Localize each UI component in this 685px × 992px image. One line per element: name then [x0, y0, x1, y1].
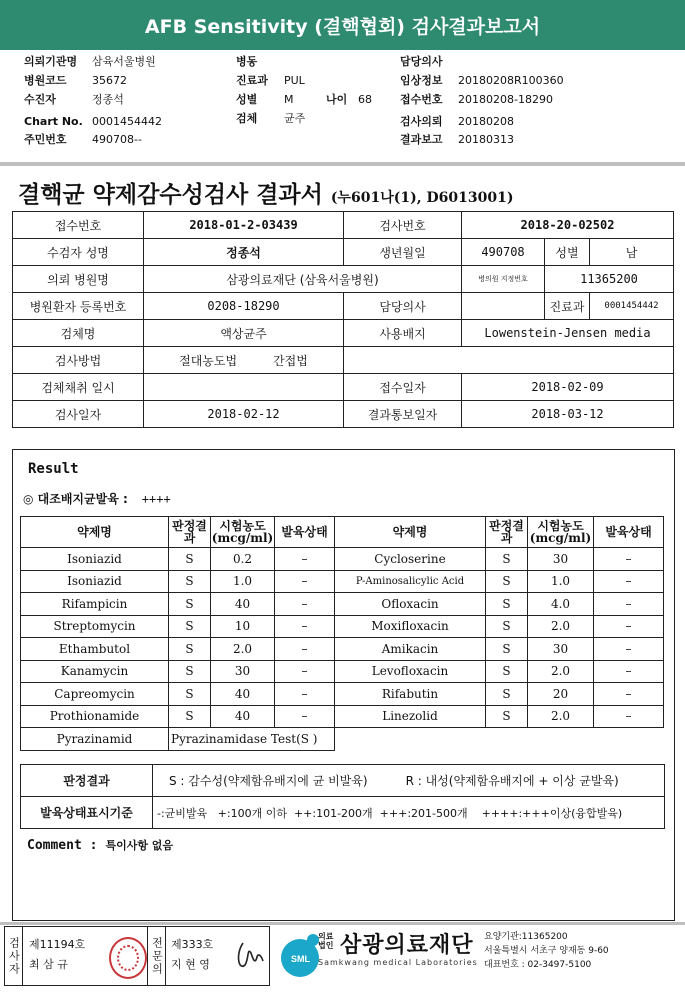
col-header: 발육상태: [594, 517, 664, 548]
drug-judge-cell: S: [169, 615, 211, 638]
report-header-bar: [0, 0, 685, 50]
hdr-item: 담당의사: [400, 55, 443, 68]
legend-label: 판정결과: [21, 765, 153, 797]
drug-growth-cell: –: [594, 683, 664, 706]
report-footer: [0, 922, 685, 992]
drug-conc-cell: 30: [211, 660, 275, 683]
drug-conc-cell: 2.0: [528, 615, 594, 638]
drug-drug-cell: Rifampicin: [21, 593, 169, 616]
drug-drug-cell: Isoniazid: [21, 548, 169, 571]
empty-cell: [344, 347, 674, 374]
drug-drug-cell: Cycloserine: [335, 548, 486, 571]
result-title: Result: [28, 461, 79, 477]
result-section: [12, 449, 675, 921]
drug-judge-cell: S: [486, 683, 528, 706]
table-row: [21, 705, 664, 728]
drug-judge-cell: S: [486, 660, 528, 683]
legend-label: 발육상태표시기준: [21, 797, 153, 829]
legend-growth: -:균비발육 +:100개 이하 ++:101-200개 +++:201-500개 ++++:+++이상(융합발육): [153, 797, 665, 829]
drug-judge-cell: S: [169, 638, 211, 661]
table-header-row: [21, 517, 664, 548]
drug-conc-cell: 2.0: [528, 660, 594, 683]
drug-growth-cell: –: [594, 593, 664, 616]
patient-info-table: [12, 211, 674, 428]
org-name: 의료법인 삼광의료재단 Samkwang medical Laboratories: [318, 932, 478, 967]
drug-conc-cell: 40: [211, 705, 275, 728]
inspector-label: 검사자: [5, 927, 23, 985]
request-info-header: [0, 53, 685, 163]
table-row: [21, 593, 664, 616]
cell-label: 검사번호: [344, 212, 462, 239]
table-row: [21, 660, 664, 683]
col-header: 시험농도(mcg/ml): [528, 517, 594, 548]
drug-judge-cell: S: [169, 705, 211, 728]
legend-judge: S : 감수성(약제함유배지에 균 비발육) R : 내성(약제함유배지에 + 이상 균발육): [153, 765, 665, 797]
hdr-item: 병원코드 35672: [24, 74, 127, 87]
drug-conc-cell: 20: [528, 683, 594, 706]
control-growth: ◎ 대조배지균발육 : ++++: [23, 492, 171, 506]
cell-label: 성별: [545, 239, 590, 266]
drug-growth-cell: –: [594, 570, 664, 593]
hdr-item: 수진자 정종석: [24, 93, 124, 106]
drug-drug-cell: P-Aminosalicylic Acid: [335, 570, 486, 593]
hdr-item: 주민번호 490708--: [24, 133, 142, 146]
hospital-name: 삼광의료재단 (삼육서울병원): [144, 266, 462, 293]
col-header: 약제명: [335, 517, 486, 548]
cell-label: 병의원 지정번호: [462, 266, 545, 293]
table-row-pza: [21, 728, 664, 751]
drug-growth-cell: –: [275, 615, 335, 638]
drug-growth-cell: –: [275, 570, 335, 593]
hdr-item: 의뢰기관명 삼육서울병원: [24, 55, 156, 68]
cell-label: 진료과: [545, 293, 590, 320]
drug-growth-cell: –: [275, 548, 335, 571]
drug-drug-cell: Streptomycin: [21, 615, 169, 638]
drug-drug-cell: Ofloxacin: [335, 593, 486, 616]
col-header: 시험농도(mcg/ml): [211, 517, 275, 548]
drug-judge-cell: S: [169, 570, 211, 593]
table-row: [21, 615, 664, 638]
report-title: 결핵균 약제감수성검사 결과서 (누601나(1), D6013001): [18, 181, 514, 208]
cell-label: 병원환자 등록번호: [13, 293, 144, 320]
specimen-value: 액상균주: [144, 320, 344, 347]
medium-value: Lowenstein-Jensen media: [462, 320, 674, 347]
drug-growth-cell: –: [275, 683, 335, 706]
table-row: [21, 638, 664, 661]
drug-sensitivity-table: [20, 516, 664, 751]
drug-judge-cell: S: [486, 548, 528, 571]
table-row: [21, 548, 664, 571]
hdr-item: 검체 균주: [236, 112, 306, 125]
drug-judge-cell: S: [169, 548, 211, 571]
test-number: 2018-20-02502: [462, 212, 674, 239]
hdr-item-age: 나이 68: [326, 93, 372, 106]
cell-label: 검사일자: [13, 401, 144, 428]
collect-value: [144, 374, 344, 401]
cell-label: 접수일자: [344, 374, 462, 401]
drug-judge-cell: S: [486, 593, 528, 616]
cell-label: 수검자 성명: [13, 239, 144, 266]
hdr-item: 진료과 PUL: [236, 74, 305, 87]
signature-icon: [233, 935, 265, 975]
drug-growth-cell: –: [594, 705, 664, 728]
svg-text:SML: SML: [291, 954, 310, 964]
drug-drug-cell: Capreomycin: [21, 683, 169, 706]
drug-judge-cell: S: [486, 638, 528, 661]
drug-drug-cell: Linezolid: [335, 705, 486, 728]
cell-label: 검사방법: [13, 347, 144, 374]
drug-conc-cell: 1.0: [528, 570, 594, 593]
empty-cell: [335, 728, 664, 751]
drug-drug-cell: Rifabutin: [335, 683, 486, 706]
notified-date: 2018-03-12: [462, 401, 674, 428]
cell-label: 담당의사: [344, 293, 462, 320]
drug-growth-cell: –: [275, 660, 335, 683]
dept-value: 0001454442: [590, 293, 674, 320]
drug-judge-cell: S: [486, 615, 528, 638]
col-header: 판정결과: [486, 517, 528, 548]
drug-drug-cell: Kanamycin: [21, 660, 169, 683]
drug-conc-cell: 2.0: [211, 638, 275, 661]
tested-date: 2018-02-12: [144, 401, 344, 428]
cell-label: 접수번호: [13, 212, 144, 239]
cell-label: 결과통보일자: [344, 401, 462, 428]
patient-name: 정종석: [144, 239, 344, 266]
col-header: 발육상태: [275, 517, 335, 548]
hdr-item: 병동: [236, 55, 258, 68]
drug-conc-cell: 4.0: [528, 593, 594, 616]
drug-growth-cell: –: [275, 593, 335, 616]
drug-growth-cell: –: [275, 705, 335, 728]
drug-conc-cell: 30: [528, 638, 594, 661]
cell-label: 사용배지: [344, 320, 462, 347]
inspector-seal: [109, 937, 147, 979]
drug-drug-cell: Ethambutol: [21, 638, 169, 661]
table-row: [21, 683, 664, 706]
drug-judge-cell: S: [169, 593, 211, 616]
dob-value: 490708: [462, 239, 545, 266]
drug-conc-cell: 40: [211, 683, 275, 706]
org-address: 요양기관:11365200 서울특별시 서초구 양재동 9-60 대표번호 : 02-3497-5100: [484, 932, 609, 970]
drug-growth-cell: –: [275, 638, 335, 661]
specialist-info: 제333호 지 현 영: [171, 938, 214, 971]
drug-drug-cell: Levofloxacin: [335, 660, 486, 683]
drug-judge-cell: S: [486, 570, 528, 593]
drug-judge-cell: S: [486, 705, 528, 728]
drug-growth-cell: –: [594, 660, 664, 683]
divider: [0, 162, 685, 166]
drug-growth-cell: –: [594, 615, 664, 638]
table-row: [21, 570, 664, 593]
hospital-code: 11365200: [545, 266, 674, 293]
hdr-item: 검사의뢰 20180208: [400, 115, 514, 128]
hdr-item: 임상정보 20180208R100360: [400, 74, 564, 87]
drug-conc-cell: 2.0: [528, 705, 594, 728]
drug-drug-cell: Amikacin: [335, 638, 486, 661]
specialist-label: 전문의: [147, 927, 166, 985]
drug-drug-cell: Moxifloxacin: [335, 615, 486, 638]
drug-conc-cell: 30: [528, 548, 594, 571]
hdr-item: 접수번호 20180208-18290: [400, 93, 553, 106]
hdr-item: 성별 M: [236, 93, 294, 106]
sex-value: 남: [590, 239, 674, 266]
report-main-title: AFB Sensitivity (결핵협회) 검사결과보고서: [144, 15, 541, 38]
drug-judge-cell: S: [169, 683, 211, 706]
drug-growth-cell: –: [594, 548, 664, 571]
doctor-value: [462, 293, 545, 320]
col-header: 판정결과: [169, 517, 211, 548]
col-header: 약제명: [21, 517, 169, 548]
method-value: 절대농도법 간접법: [144, 347, 344, 374]
drug-growth-cell: –: [594, 638, 664, 661]
drug-drug-cell: Pyrazinamid: [21, 728, 169, 751]
drug-conc-cell: 0.2: [211, 548, 275, 571]
hdr-item: Chart No. 0001454442: [24, 115, 162, 128]
signature-box: [4, 926, 270, 986]
received-date: 2018-02-09: [462, 374, 674, 401]
drug-drug-cell: Prothionamide: [21, 705, 169, 728]
drug-conc-cell: 10: [211, 615, 275, 638]
drug-conc-cell: 1.0: [211, 570, 275, 593]
pza-result-cell: Pyrazinamidase Test(S ): [169, 728, 335, 751]
cell-label: 의뢰 병원명: [13, 266, 144, 293]
hdr-item: 결과보고 20180313: [400, 133, 514, 146]
cell-label: 생년월일: [344, 239, 462, 266]
drug-drug-cell: Isoniazid: [21, 570, 169, 593]
receipt-number: 2018-01-2-03439: [144, 212, 344, 239]
legend-table: [20, 764, 665, 829]
registration-number: 0208-18290: [144, 293, 344, 320]
comment: Comment : 특이사항 없음: [27, 838, 174, 853]
inspector-info: 제11194호 최 삼 규: [29, 938, 86, 971]
drug-conc-cell: 40: [211, 593, 275, 616]
drug-judge-cell: S: [169, 660, 211, 683]
cell-label: 검체명: [13, 320, 144, 347]
cell-label: 검체채취 일시: [13, 374, 144, 401]
